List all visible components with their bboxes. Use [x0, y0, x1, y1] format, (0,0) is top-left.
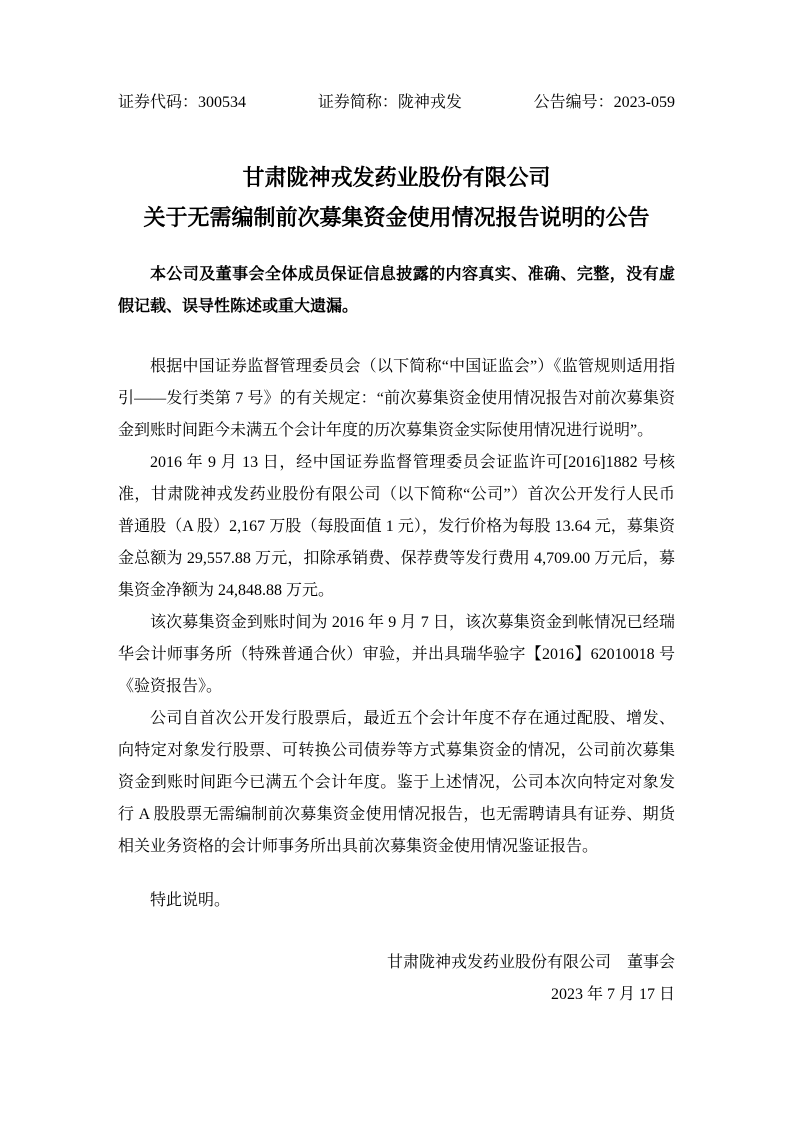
paragraph-ipo-details: 2016 年 9 月 13 日，经中国证券监督管理委员会证监许可[2016]1882 号核准，甘肃陇神戎发药业股份有限公司（以下简称“公司”）首次公开发行人民币普通股（A 股）2,167 万股（每股面值 1 元），发行价格为每股 13.64 元，募集资金总额为 29,557.88 万元，扣除承销费、保荐费等发行费用 4,709.00 万元后，募集资金净额为 24,848.88 万元。 [118, 454, 675, 599]
announcement-title: 关于无需编制前次募集资金使用情况报告说明的公告 [143, 205, 650, 230]
announcement-number: 公告编号：2023-059 [533, 94, 675, 111]
stock-abbreviation: 证券简称：陇神戎发 [317, 94, 462, 111]
closing-remark: 特此说明。 [150, 892, 231, 909]
signature-date: 2023 年 7 月 17 日 [550, 986, 675, 1003]
company-title: 甘肃陇神戎发药业股份有限公司 [242, 165, 551, 190]
paragraph-regulation-basis: 根据中国证券监督管理委员会（以下简称“中国证监会”）《监管规则适用指引——发行类第 7 号》的有关规定：“前次募集资金使用情况报告对前次募集资金到账时间距今未满五个会计年度的历次募集资金实际使用情况进行说明”。 [118, 358, 675, 439]
signature-company-board: 甘肃陇神戎发药业股份有限公司 董事会 [386, 954, 675, 971]
paragraph-fund-verification: 该次募集资金到账时间为 2016 年 9 月 7 日，该次募集资金到帐情况已经瑞华会计师事务所（特殊普通合伙）审验，并出具瑞华验字【2016】62010018 号《验资报告》。 [118, 614, 675, 695]
stock-code: 证券代码：300534 [118, 94, 247, 111]
paragraph-conclusion: 公司自首次公开发行股票后，最近五个会计年度不存在通过配股、增发、向特定对象发行股票、可转换公司债券等方式募集资金的情况，公司前次募集资金到账时间距今已满五个会计年度。鉴于上述情况，公司本次向特定对象发行 A 股股票无需编制前次募集资金使用情况报告，也无需聘请具有证券、期货相关业务资格的会计师事务所出具前次募集资金使用情况鉴证报告。 [118, 710, 675, 855]
document-header [118, 92, 675, 114]
integrity-statement: 本公司及董事会全体成员保证信息披露的内容真实、准确、完整，没有虚假记载、误导性陈述或重大遗漏。 [118, 266, 675, 315]
